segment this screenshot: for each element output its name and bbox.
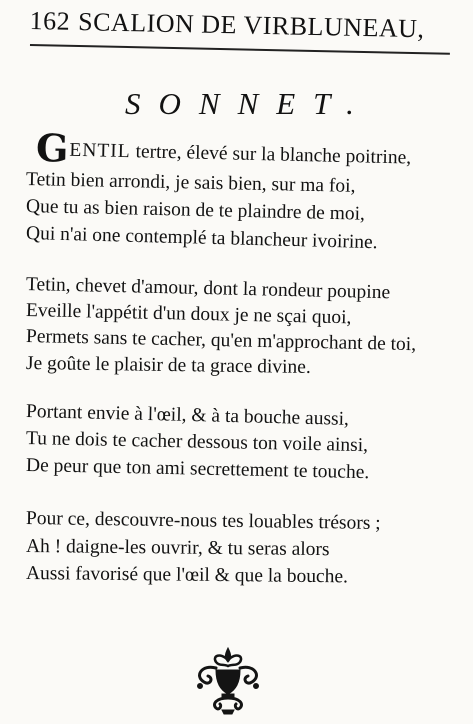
page-number: 162 xyxy=(29,6,71,36)
fleuron-vase-ornament-icon xyxy=(186,646,270,716)
first-word-smallcaps: ENTIL xyxy=(69,139,131,163)
running-title: SCALION DE VIRBLUNEAU, xyxy=(77,7,425,44)
running-head xyxy=(29,6,450,45)
header-rule xyxy=(30,44,450,55)
poem-line: Je goûte le plaisir de ta grace divine. xyxy=(25,353,311,378)
poem-line: Portant envie à l'œil, & à ta bouche aussi, xyxy=(25,401,350,430)
poem-line: Tu ne dois te cacher dessous ton voile ainsi, xyxy=(25,428,369,457)
poem-title: SONNET. xyxy=(125,86,372,121)
poem-line: Qui n'ai one contemplé ta blancheur ivoirine. xyxy=(25,223,378,254)
drop-cap: G xyxy=(35,125,69,171)
poem-line-1 xyxy=(35,125,412,171)
poem-line: Eveille l'appétit d'un doux je ne sçai quoi, xyxy=(25,300,352,329)
poem-line: Permets sans te cacher, qu'en m'approchant de toi, xyxy=(25,326,417,356)
poem-line: De peur que ton ami secrettement te touche. xyxy=(25,455,370,484)
poem-line: Ah ! daigne-les ouvrir, & tu seras alors xyxy=(25,536,330,561)
poem-line: Tetin, chevet d'amour, dont la rondeur poupine xyxy=(25,274,391,304)
poem-line: Aussi favorisé que l'œil & que la bouche. xyxy=(25,563,349,588)
poem-line: Pour ce, descouvre-nous tes louables trésors ; xyxy=(25,508,381,534)
poem-line: Tetin bien arrondi, je sais bien, sur ma foi, xyxy=(25,169,356,197)
first-line-rest: tertre, élevé sur la blanche poitrine, xyxy=(130,141,412,169)
poem-line: Que tu as bien raison de te plaindre de moi, xyxy=(25,196,366,225)
